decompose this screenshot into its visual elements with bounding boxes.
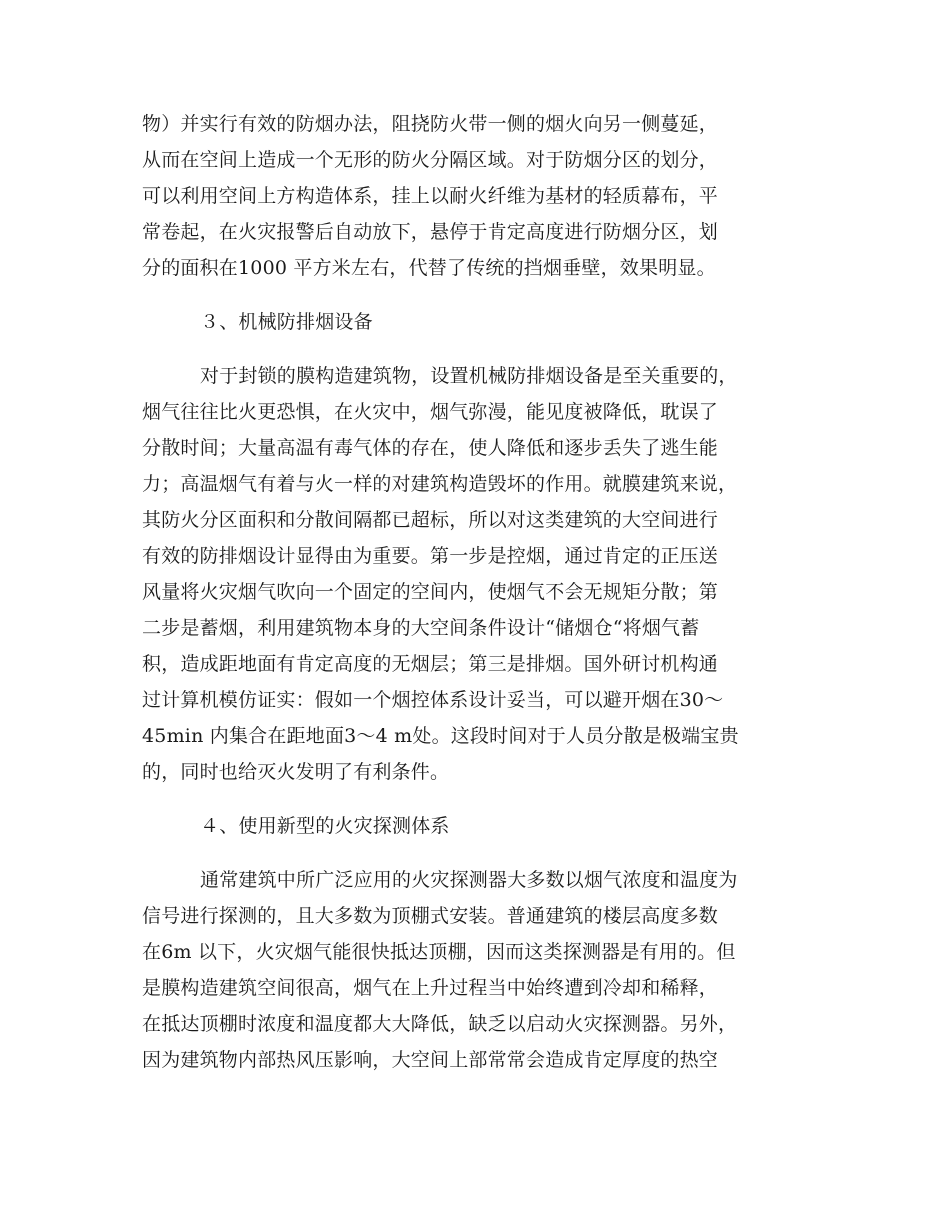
text-line: 的，同时也给灭火发明了有利条件。 <box>142 761 450 783</box>
paragraph-gap <box>142 844 812 862</box>
document-body <box>142 106 812 1078</box>
paragraph-fire-detection <box>142 862 812 1078</box>
text-line: 物）并实行有效的防烟办法，阻挠防火带一侧的烟火向另一侧蔓延， <box>142 113 719 135</box>
text-line: 在6m 以下，火灾烟气能很快抵达顶棚，因而这类探测器是有用的。但 <box>142 941 736 963</box>
text-line: 在抵达顶棚时浓度和温度都大大降低，缺乏以启动火灾探测器。另外， <box>142 1013 738 1035</box>
text-line: 分散时间；大量高温有毒气体的存在，使人降低和逐步丢失了逃生能 <box>142 437 719 459</box>
paragraph-gap <box>142 790 812 808</box>
text-line: 分的面积在1000 平方米左右，代替了传统的挡烟垂壁，效果明显。 <box>142 257 716 279</box>
text-line: 二步是蓄烟，利用建筑物本身的大空间条件设计“储烟仓“将烟气蓄 <box>142 617 700 639</box>
section-heading-3: ３、机械防排烟设备 <box>200 311 373 333</box>
text-line: 通常建筑中所广泛应用的火灾探测器大多数以烟气浓度和温度为 <box>200 869 738 891</box>
text-line: 对于封锁的膜构造建筑物，设置机械防排烟设备是至关重要的， <box>200 365 738 387</box>
text-line: 有效的防排烟设计显得由为重要。第一步是控烟，通过肯定的正压送 <box>142 545 719 567</box>
paragraph-gap <box>142 340 812 358</box>
text-line: 信号进行探测的，且大多数为顶棚式安装。普通建筑的楼层高度多数 <box>142 905 719 927</box>
paragraph-smoke-exhaust <box>142 358 812 790</box>
text-line: 力；高温烟气有着与火一样的对建筑构造毁坏的作用。就膜建筑来说， <box>142 473 738 495</box>
text-line: 从而在空间上造成一个无形的防火分隔区域。对于防烟分区的划分， <box>142 149 719 171</box>
text-line: 可以利用空间上方构造体系，挂上以耐火纤维为基材的轻质幕布，平 <box>142 185 719 207</box>
text-line: 45min 内集合在距地面3～4 m处。这段时间对于人员分散是极端宝贵 <box>142 725 739 747</box>
text-line: 积，造成距地面有肯定高度的无烟层；第三是排烟。国外研讨机构通 <box>142 653 719 675</box>
text-line: 因为建筑物内部热风压影响，大空间上部常常会造成肯定厚度的热空 <box>142 1049 719 1071</box>
text-line: 风量将火灾烟气吹向一个固定的空间内，使烟气不会无规矩分散；第 <box>142 581 719 603</box>
text-line: 是膜构造建筑空间很高，烟气在上升过程当中始终遭到冷却和稀释， <box>142 977 719 999</box>
text-line: 过计算机模仿证实：假如一个烟控体系设计妥当，可以避开烟在30～ <box>142 689 724 711</box>
text-line: 烟气往往比火更恐惧，在火灾中，烟气弥漫，能见度被降低，耽误了 <box>142 401 719 423</box>
section-heading-4: ４、使用新型的火灾探测体系 <box>200 815 450 837</box>
paragraph-gap <box>142 286 812 304</box>
text-line: 其防火分区面积和分散间隔都已超标，所以对这类建筑的大空间进行 <box>142 509 719 531</box>
text-line: 常卷起，在火灾报警后自动放下，悬停于肯定高度进行防烟分区，划 <box>142 221 719 243</box>
paragraph-smoke-partition <box>142 106 812 286</box>
